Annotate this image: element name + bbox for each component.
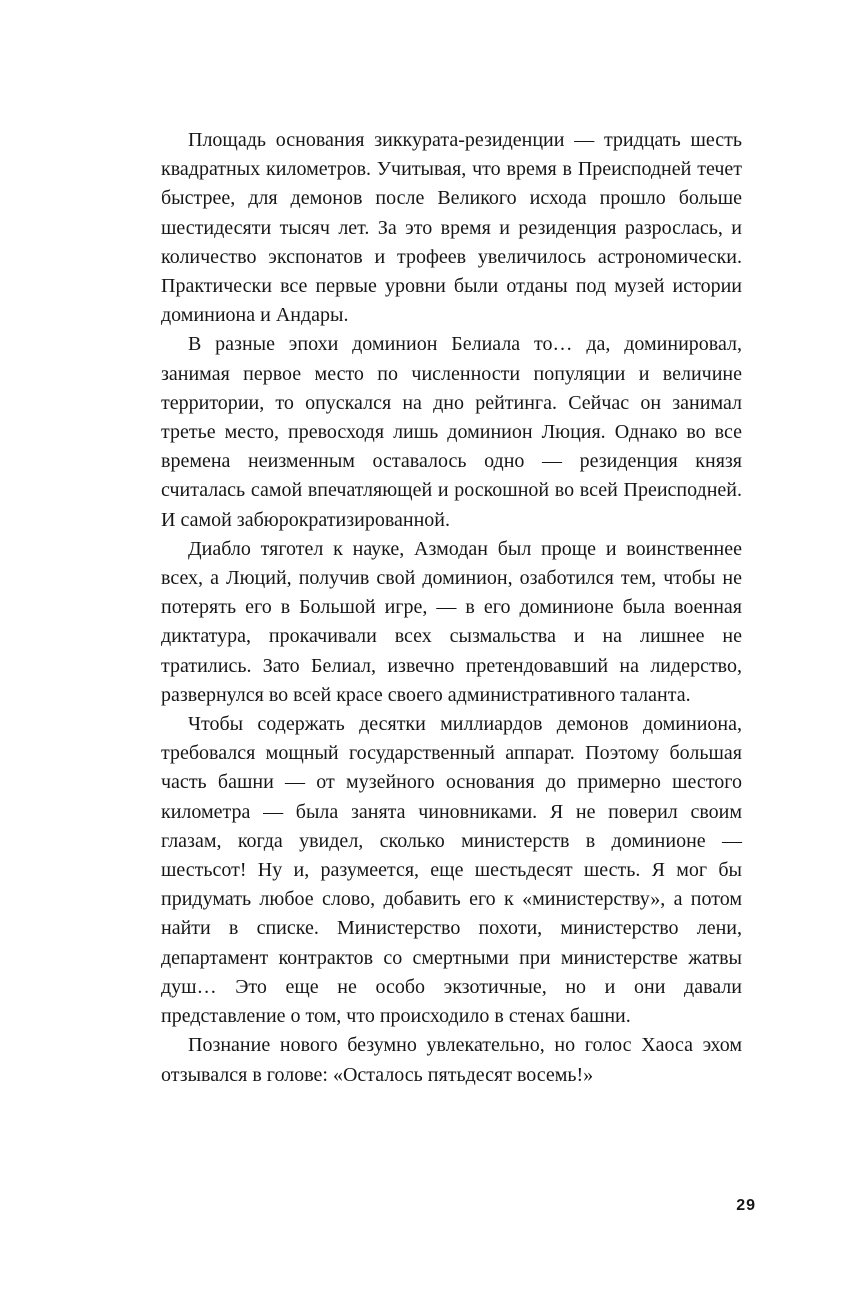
paragraph-2: В разные эпохи доминион Белиала то… да, доминировал, занимая первое место по численности популяции и величине территории, то опускался на дно рейтинга. Сейчас он занимал третье место, превосходя лишь доминион Люция. Однако во все времена неизменным оставалось одно — резиденция князя считалась самой впечатляющей и роскошной во всей Преисподней. И самой забюрократизированной. (161, 333, 742, 531)
text-block (161, 126, 742, 1090)
paragraph-4: Чтобы содержать десятки миллиардов демонов доминиона, требовался мощный государственный аппарат. Поэтому большая часть башни — от музейного основания до примерно шестого километра — была занята чиновниками. Я не поверил своим глазам, когда увидел, сколько министерств в доминионе — шестьсот! Ну и, разумеется, еще шестьдесят шесть. Я мог бы придумать любое слово, добавить его к «министерству», а потом найти в списке. Министерство похоти, министерство лени, департамент контрактов со смертными при министерстве жатвы душ… Это еще не особо экзотичные, но и они давали представление о том, что происходило в стенах башни. (161, 713, 742, 1028)
page-number: 29 (736, 1197, 756, 1214)
paragraph-3: Диабло тяготел к науке, Азмодан был проще и воинственнее всех, а Люций, получив свой доминион, озаботился тем, чтобы не потерять его в Большой игре, — в его доминионе была военная диктатура, прокачивали всех сызмальства и на лишнее не тратились. Зато Белиал, извечно претендовавший на лидерство, развернулся во всей красе своего административного таланта. (161, 537, 742, 706)
paragraph-5: Познание нового безумно увлекательно, но голос Хаоса эхом отзывался в голове: «Осталось пятьдесят восемь!» (161, 1034, 742, 1086)
paragraph-1: Площадь основания зиккурата-резиденции — тридцать шесть квадратных километров. Учитывая, что время в Преисподней течет быстрее, для демонов после Великого исхода прошло больше шестидесяти тысяч лет. За это время и резиденция разрослась, и количество экспонатов и трофеев увеличилось астрономически. Практически все первые уровни были отданы под музей истории доминиона и Андары. (161, 129, 742, 327)
